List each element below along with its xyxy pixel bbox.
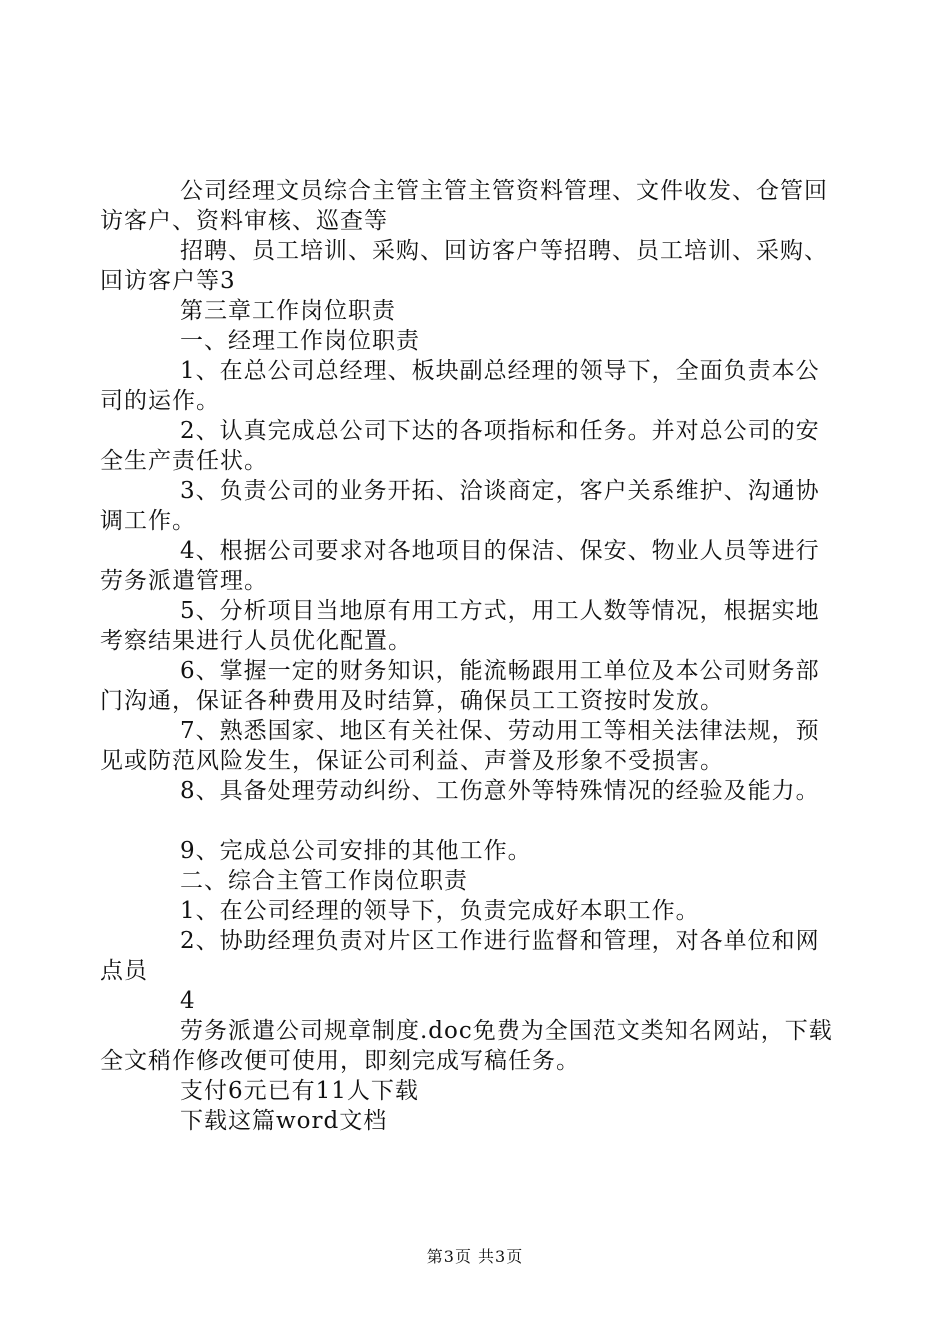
manager-duty-5: 5、分析项目当地原有用工方式，用工人数等情况，根据实地考察结果进行人员优化配置。	[100, 598, 820, 654]
manager-duty-9: 9、完成总公司安排的其他工作。	[180, 838, 532, 864]
download-word-link[interactable]: 下载这篇word文档	[180, 1108, 388, 1134]
paragraph-org-duties: 招聘、员工培训、采购、回访客户等招聘、员工培训、采购、回访客户等3	[100, 238, 828, 294]
download-count-text[interactable]: 支付6元已有11人下载	[180, 1078, 419, 1104]
spacer	[100, 806, 840, 836]
manager-duty-7: 7、熟悉国家、地区有关社保、劳动用工等相关法律法规，预见或防范风险发生，保证公司利益、声誉及形象不受损害。	[100, 718, 820, 774]
section-heading-supervisor: 二、综合主管工作岗位职责	[180, 868, 468, 894]
manager-duty-3: 3、负责公司的业务开拓、洽谈商定，客户关系维护、沟通协调工作。	[100, 478, 820, 534]
manager-duty-1: 1、在总公司总经理、板块副总经理的领导下，全面负责本公司的运作。	[100, 358, 820, 414]
promo-text: 劳务派遣公司规章制度.doc免费为全国范文类知名网站，下载全文稍作修改便可使用，即刻完成写稿任务。	[100, 1018, 833, 1074]
page-footer: 第3页 共3页	[426, 1247, 524, 1266]
manager-duty-4: 4、根据公司要求对各地项目的保洁、保安、物业人员等进行劳务派遣管理。	[100, 538, 820, 594]
document-body	[100, 176, 840, 1136]
supervisor-duty-1: 1、在公司经理的领导下，负责完成好本职工作。	[180, 898, 700, 924]
section-heading-manager: 一、经理工作岗位职责	[180, 328, 420, 354]
supervisor-duty-2: 2、协助经理负责对片区工作进行监督和管理，对各单位和网点员	[100, 928, 820, 984]
manager-duty-8: 8、具备处理劳动纠纷、工伤意外等特殊情况的经验及能力。	[180, 778, 820, 804]
inline-page-number: 4	[180, 988, 196, 1014]
manager-duty-6: 6、掌握一定的财务知识，能流畅跟用工单位及本公司财务部门沟通，保证各种费用及时结算，确保员工工资按时发放。	[100, 658, 820, 714]
chapter-heading: 第三章工作岗位职责	[180, 298, 396, 324]
manager-duty-2: 2、认真完成总公司下达的各项指标和任务。并对总公司的安全生产责任状。	[100, 418, 820, 474]
paragraph-org-roles: 公司经理文员综合主管主管主管资料管理、文件收发、仓管回访客户、资料审核、巡查等	[100, 178, 828, 234]
